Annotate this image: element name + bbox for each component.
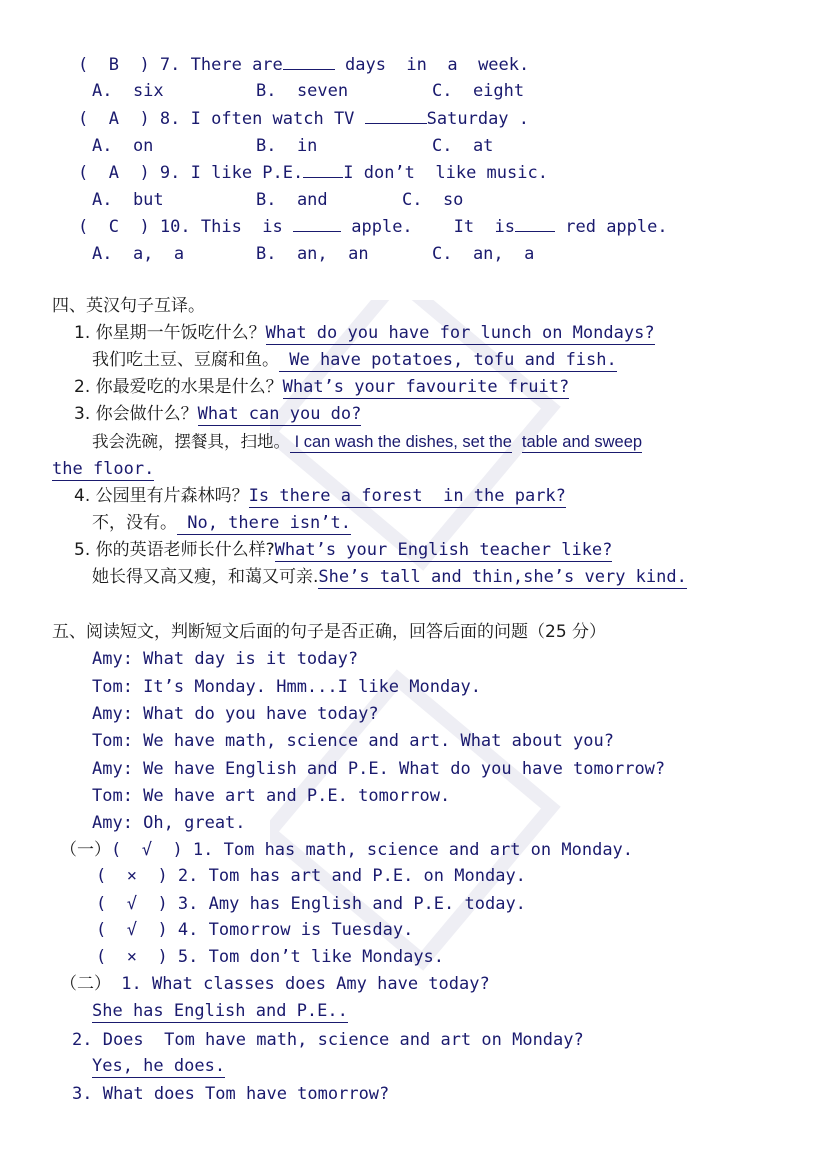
judge-item-1: （一）( √ ) 1. Tom has math, science and art on Monday. <box>60 840 634 860</box>
q7-line: ( B ) 7. There are days in a week. <box>78 55 530 75</box>
dialogue-line: Tom: It’s Monday. Hmm...I like Monday. <box>92 677 481 697</box>
q8-opt-c: C. at <box>432 136 494 156</box>
q9-opt-c: C. so <box>402 190 464 210</box>
s4-item-5-answer: 她长得又高又瘦，和蔼又可亲.She’s tall and thin,she’s very kind. <box>92 567 687 587</box>
q9-line: ( A ) 9. I like P.E. I don’t like music. <box>78 163 548 183</box>
s4-item-3: 3. 你会做什么？What can you do? <box>74 404 362 424</box>
qa-answer-2: Yes, he does. <box>92 1056 226 1076</box>
s4-item-4: 4. 公园里有片森林吗？Is there a forest in the park? <box>74 486 566 506</box>
dialogue-line: Amy: What day is it today? <box>92 649 359 669</box>
q10-line: ( C ) 10. This is apple. It is red apple. <box>78 217 668 237</box>
q7-opt-c: C. eight <box>432 81 525 101</box>
qa-question-2: 2. Does Tom have math, science and art on Monday? <box>72 1030 584 1050</box>
q10-opt-b: B. an, an <box>256 244 369 264</box>
dialogue-line: Amy: Oh, great. <box>92 813 246 833</box>
s4-item-3-answer: 我会洗碗，摆餐具，扫地。 I can wash the dishes, set the table and sweep <box>92 432 643 451</box>
s4-item-4-answer: 不，没有。 No, there isn’t. <box>92 513 351 533</box>
q9-opt-b: B. and <box>256 190 328 210</box>
q9-opt-a: A. but <box>92 190 164 210</box>
s4-item-5: 5. 你的英语老师长什么样?What’s your English teacher like? <box>74 540 613 560</box>
dialogue-line: Amy: We have English and P.E. What do you have tomorrow? <box>92 759 666 779</box>
s4-item-1-answer: 我们吃土豆、豆腐和鱼。 We have potatoes, tofu and fish. <box>92 350 617 370</box>
q7-opt-a: A. six <box>92 81 164 101</box>
judge-item-2: ( × ) 2. Tom has art and P.E. on Monday. <box>96 866 526 886</box>
section5-title: 五、阅读短文，判断短文后面的句子是否正确，回答后面的问题（25 分） <box>52 622 607 642</box>
q10-opt-c: C. an, a <box>432 244 535 264</box>
qa-answer-1: She has English and P.E.. <box>92 1001 348 1021</box>
s4-item-3-answer-cont: the floor. <box>52 459 155 479</box>
s4-item-1: 1. 你星期一午饭吃什么？What do you have for lunch on Mondays? <box>74 323 655 343</box>
dialogue-line: Tom: We have art and P.E. tomorrow. <box>92 786 451 806</box>
q10-opt-a: A. a, a <box>92 244 185 264</box>
q8-opt-a: A. on <box>92 136 154 156</box>
judge-item-5: ( × ) 5. Tom don’t like Mondays. <box>96 947 445 967</box>
judge-item-3: ( √ ) 3. Amy has English and P.E. today. <box>96 894 526 914</box>
qa-question-1: （二） 1. What classes does Amy have today? <box>60 974 490 994</box>
s4-item-2: 2. 你最爱吃的水果是什么？What’s your favourite fruit? <box>74 377 570 397</box>
q8-opt-b: B. in <box>256 136 318 156</box>
judge-item-4: ( √ ) 4. Tomorrow is Tuesday. <box>96 920 414 940</box>
section4-title: 四、英汉句子互译。 <box>52 296 205 316</box>
qa-question-3: 3. What does Tom have tomorrow? <box>72 1084 390 1104</box>
q7-opt-b: B. seven <box>256 81 349 101</box>
q8-line: ( A ) 8. I often watch TV Saturday . <box>78 109 530 129</box>
dialogue-line: Tom: We have math, science and art. What about you? <box>92 731 614 751</box>
dialogue-line: Amy: What do you have today? <box>92 704 379 724</box>
